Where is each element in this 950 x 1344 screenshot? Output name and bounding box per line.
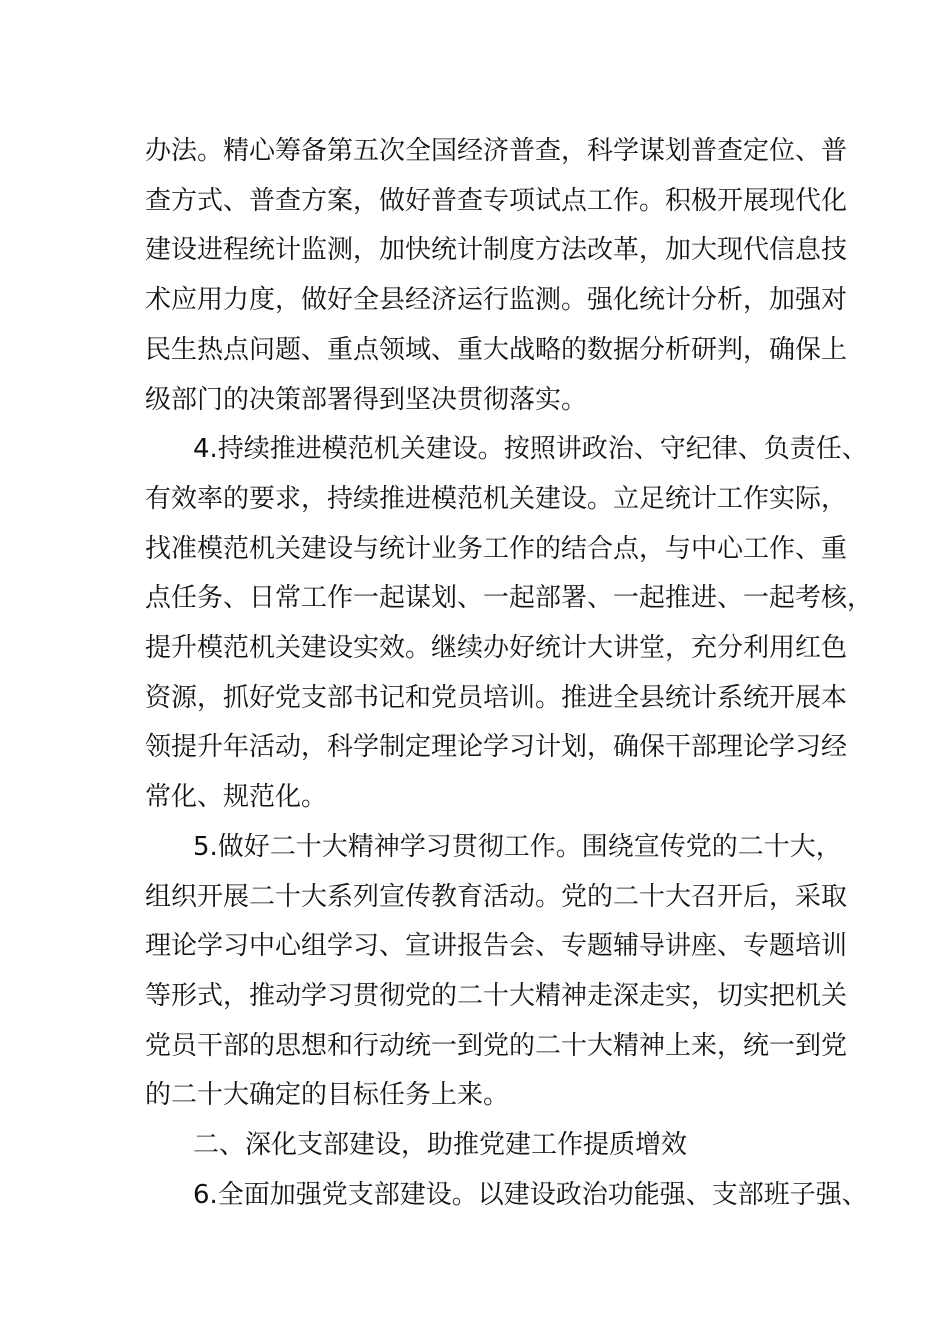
paragraph-heading-4: 4.持续推进模范机关建设。按照讲政治、守纪律、负责任、 xyxy=(193,434,868,465)
text-line: 有效率的要求，持续推进模范机关建设。立足统计工作实际， xyxy=(145,483,848,514)
text-line: 民生热点问题、重点领域、重大战略的数据分析研判，确保上 xyxy=(145,334,848,365)
text-line: 资源，抓好党支部书记和党员培训。推进全县统计系统开展本 xyxy=(145,682,848,713)
text-line: 点任务、日常工作一起谋划、一起部署、一起推进、一起考核， xyxy=(145,583,874,614)
text-line: 组织开展二十大系列宣传教育活动。党的二十大召开后，采取 xyxy=(145,881,848,912)
text-line: 找准模范机关建设与统计业务工作的结合点，与中心工作、重 xyxy=(145,533,848,564)
text-line: 办法。精心筹备第五次全国经济普查，科学谋划普查定位、普 xyxy=(145,136,848,166)
paragraph-heading-6: 6.全面加强党支部建设。以建设政治功能强、支部班子强、 xyxy=(193,1179,868,1210)
text-line: 等形式，推动学习贯彻党的二十大精神走深走实，切实把机关 xyxy=(145,980,848,1011)
text-line: 建设进程统计监测，加快统计制度方法改革，加大现代信息技 xyxy=(145,235,848,266)
text-line: 的二十大确定的目标任务上来。 xyxy=(145,1080,510,1111)
document-body xyxy=(145,127,874,1220)
paragraph-heading-5: 5.做好二十大精神学习贯彻工作。围绕宣传党的二十大， xyxy=(193,831,842,862)
text-line: 提升模范机关建设实效。继续办好统计大讲堂，充分利用红色 xyxy=(145,633,848,664)
text-line: 常化、规范化。 xyxy=(145,782,328,813)
text-line: 术应用力度，做好全县经济运行监测。强化统计分析，加强对 xyxy=(145,285,848,316)
text-line: 领提升年活动，科学制定理论学习计划，确保干部理论学习经 xyxy=(145,732,848,763)
text-line: 查方式、普查方案，做好普查专项试点工作。积极开展现代化 xyxy=(145,185,848,216)
text-line: 级部门的决策部署得到坚决贯彻落实。 xyxy=(145,384,588,415)
text-line: 党员干部的思想和行动统一到党的二十大精神上来，统一到党 xyxy=(145,1030,848,1061)
text-line: 理论学习中心组学习、宣讲报告会、专题辅导讲座、专题培训 xyxy=(145,931,848,962)
section-heading: 二、深化支部建设，助推党建工作提质增效 xyxy=(193,1130,688,1161)
